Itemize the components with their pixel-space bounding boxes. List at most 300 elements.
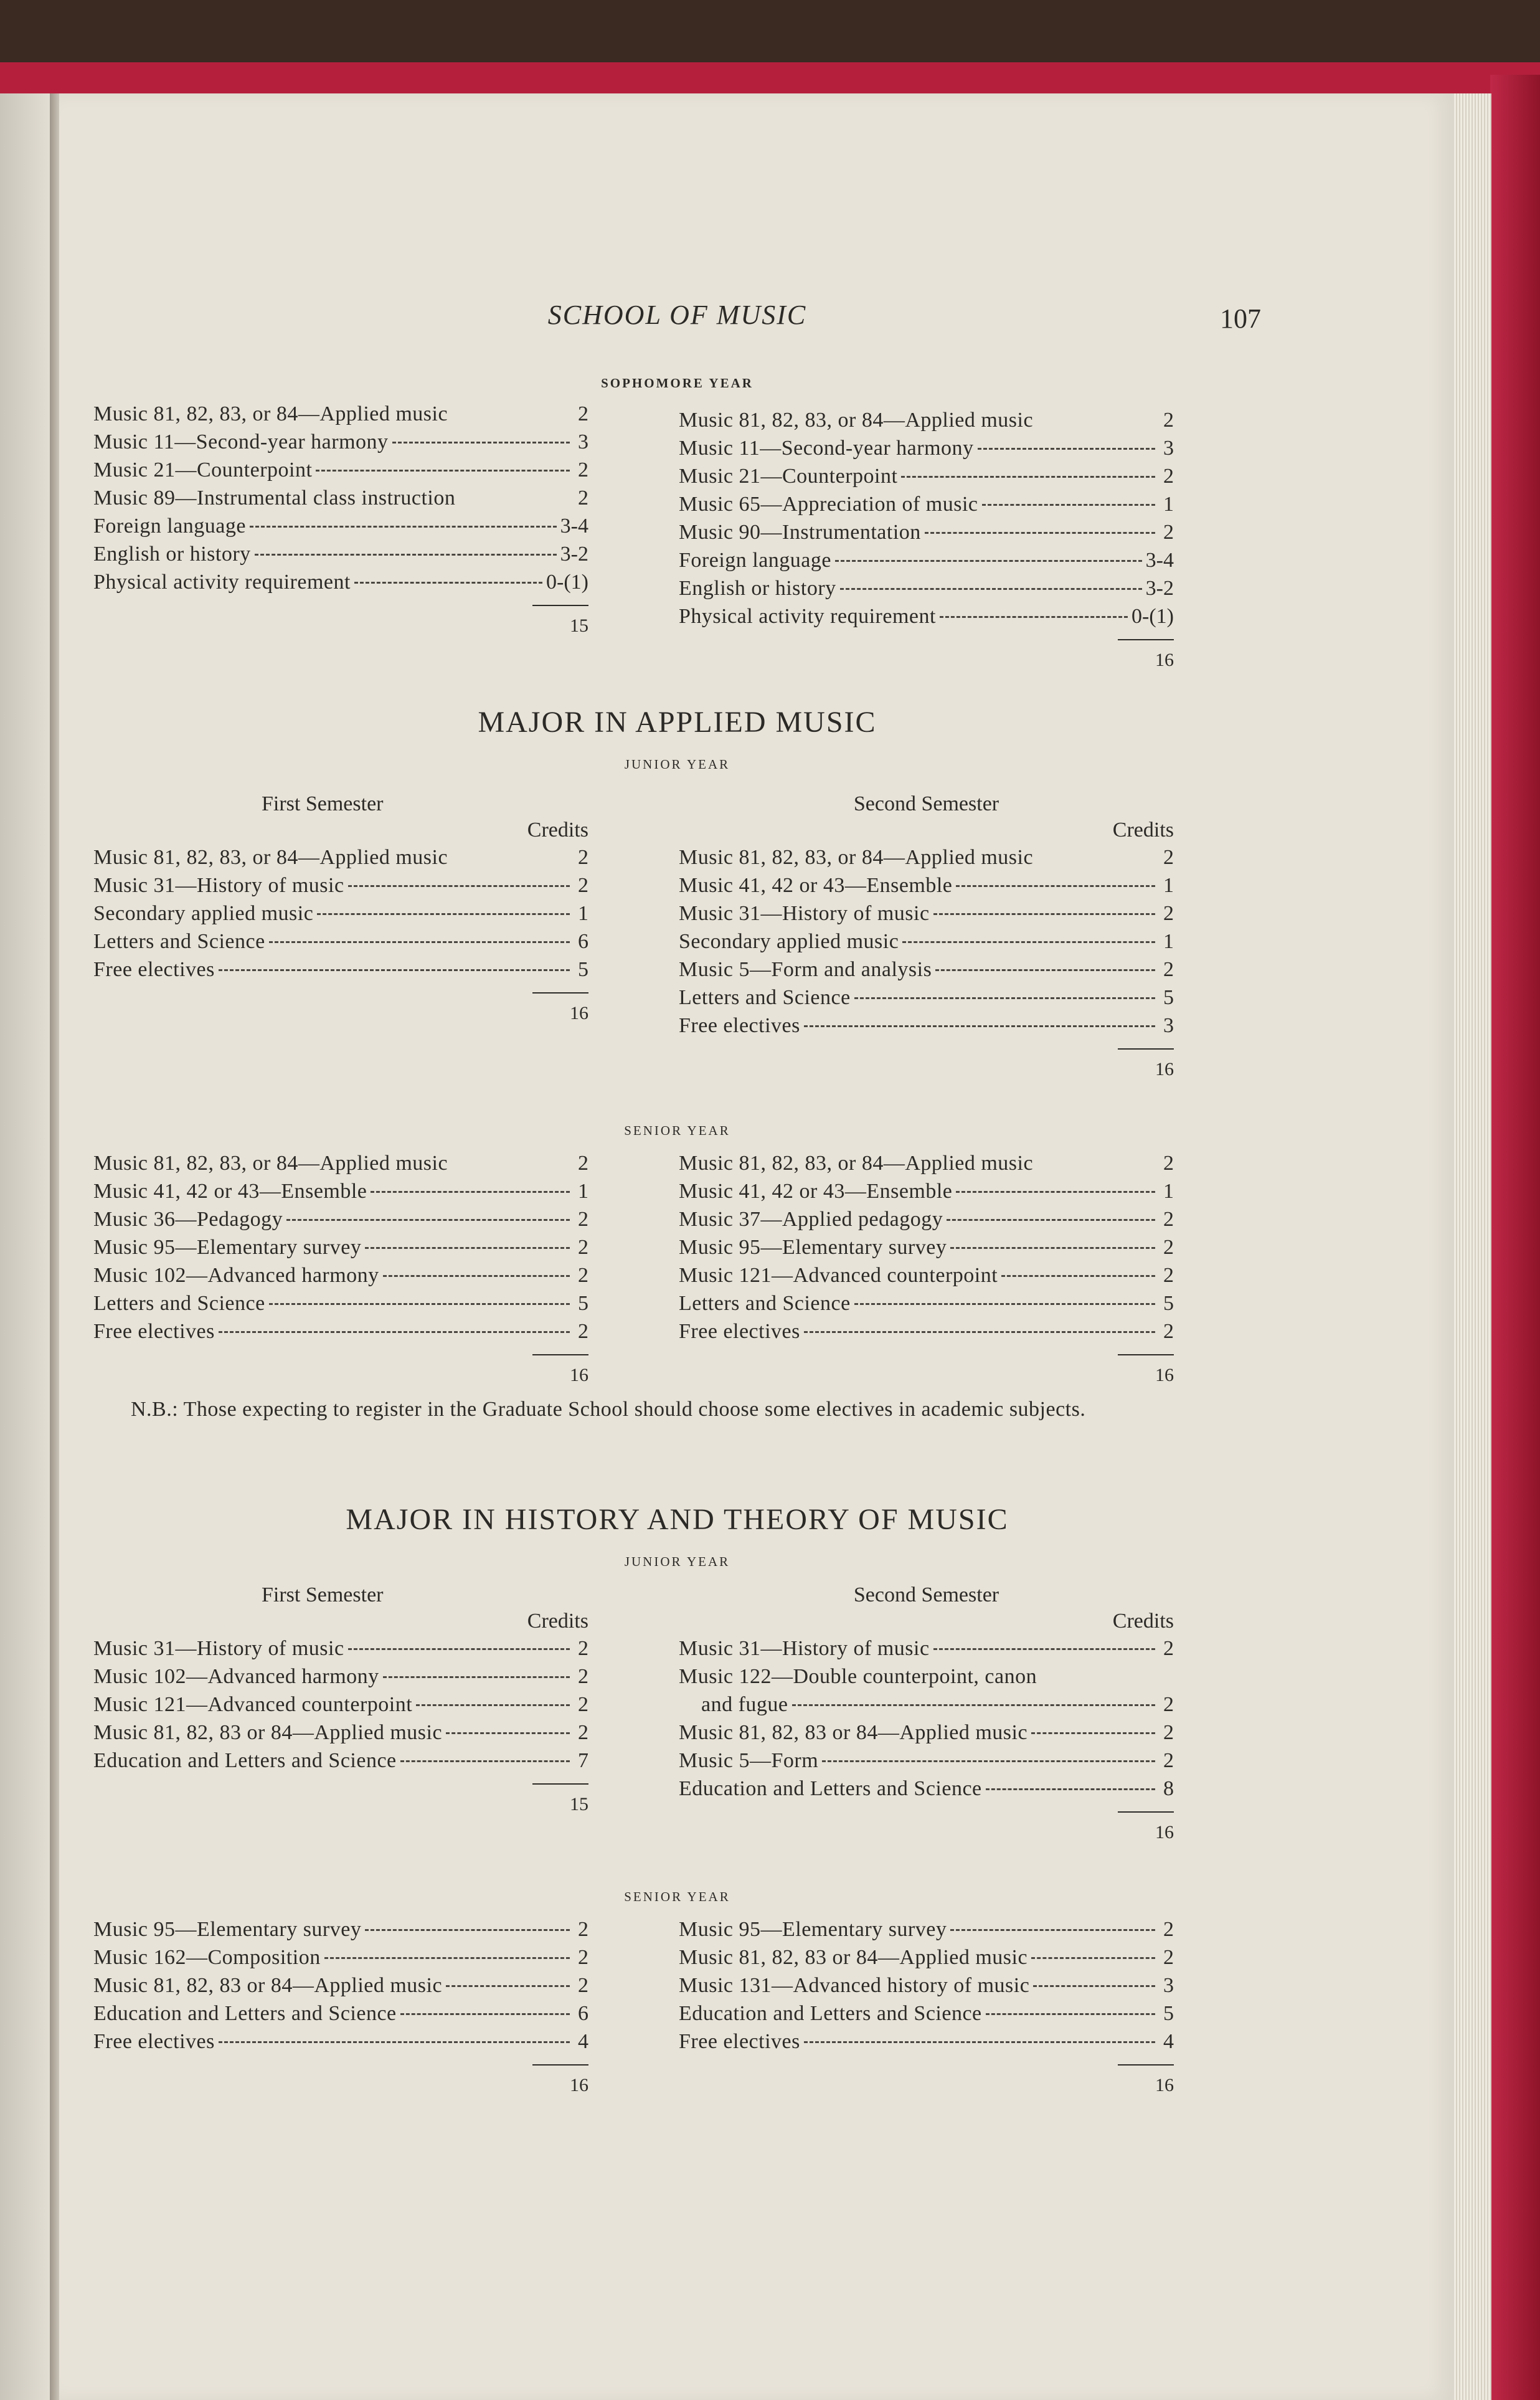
course-name: Education and Letters and Science bbox=[93, 2002, 397, 2025]
course-row bbox=[93, 540, 588, 568]
sophomore-second-semester bbox=[679, 406, 1174, 673]
history-junior-first-semester bbox=[93, 1582, 588, 1817]
course-list bbox=[93, 1634, 588, 1817]
page-number: 107 bbox=[1220, 303, 1261, 334]
course-name: Free electives bbox=[679, 1320, 800, 1343]
applied-junior-first-semester bbox=[93, 791, 588, 1026]
course-name: Music 81, 82, 83, or 84—Applied music bbox=[93, 846, 448, 869]
credits-total: 16 bbox=[1155, 1059, 1174, 1079]
course-row bbox=[93, 1634, 588, 1662]
history-senior-second-semester bbox=[679, 1915, 1174, 2098]
course-credits: 3 bbox=[578, 430, 588, 453]
dot-leader bbox=[348, 885, 570, 887]
course-name: Music 162—Composition bbox=[93, 1946, 321, 1969]
dot-leader bbox=[792, 1704, 1155, 1706]
course-row bbox=[93, 1943, 588, 1971]
course-credits: 3 bbox=[1163, 1014, 1174, 1037]
course-credits: 5 bbox=[578, 1292, 588, 1315]
total-rule bbox=[1118, 1048, 1174, 1050]
course-name: Letters and Science bbox=[679, 986, 851, 1009]
dot-leader bbox=[269, 1303, 570, 1305]
course-credits: 2 bbox=[1163, 1320, 1174, 1343]
course-name: Music 41, 42 or 43—Ensemble bbox=[679, 874, 953, 897]
course-row bbox=[679, 927, 1174, 956]
course-row bbox=[93, 512, 588, 540]
dot-leader bbox=[840, 588, 1142, 590]
course-name: Foreign language bbox=[679, 549, 831, 572]
credits-heading: Credits bbox=[1112, 818, 1174, 842]
course-row bbox=[679, 984, 1174, 1012]
course-name: Music 41, 42 or 43—Ensemble bbox=[93, 1180, 367, 1203]
course-row bbox=[679, 1915, 1174, 1943]
facing-page-edge bbox=[0, 93, 50, 2400]
course-row bbox=[93, 428, 588, 456]
dot-leader bbox=[982, 504, 1155, 506]
dot-leader bbox=[400, 2013, 570, 2015]
dot-leader bbox=[854, 1303, 1155, 1305]
dot-leader bbox=[354, 582, 542, 584]
course-credits: 2 bbox=[1163, 958, 1174, 981]
course-credits: 2 bbox=[578, 1665, 588, 1688]
total-rule bbox=[532, 2064, 588, 2066]
credits-heading: Credits bbox=[527, 1610, 588, 1633]
course-name: Music 21—Counterpoint bbox=[679, 465, 898, 488]
course-credits: 2 bbox=[1163, 902, 1174, 925]
course-credits: 2 bbox=[578, 1208, 588, 1231]
course-row bbox=[93, 899, 588, 927]
course-credits: 2 bbox=[1163, 1693, 1174, 1716]
course-name: Music 36—Pedagogy bbox=[93, 1208, 283, 1231]
semester-heading: First Semester bbox=[262, 792, 384, 815]
course-row bbox=[93, 2028, 588, 2056]
course-credits: 2 bbox=[578, 1693, 588, 1716]
course-name: Music 81, 82, 83 or 84—Applied music bbox=[679, 1721, 1028, 1744]
course-name: Music 122—Double counterpoint, canon bbox=[679, 1665, 1037, 1688]
course-row bbox=[679, 1261, 1174, 1289]
course-name: Music 131—Advanced history of music bbox=[679, 1974, 1030, 1997]
total-rule bbox=[1118, 639, 1174, 640]
dot-leader bbox=[925, 532, 1155, 534]
dot-leader bbox=[854, 997, 1155, 999]
course-name: Music 81, 82, 83 or 84—Applied music bbox=[93, 1721, 443, 1744]
course-name: Free electives bbox=[679, 2030, 800, 2053]
note-text: N.B.: Those expecting to register in the Graduate School should choose some electives in academic subjects. bbox=[131, 1398, 1086, 1421]
dot-leader bbox=[286, 1219, 570, 1221]
dot-leader bbox=[835, 560, 1142, 562]
applied-senior-first-semester bbox=[93, 1149, 588, 1388]
total-rule bbox=[532, 1783, 588, 1785]
course-credits: 2 bbox=[578, 846, 588, 869]
major-title: MAJOR IN HISTORY AND THEORY OF MUSIC bbox=[346, 1503, 1009, 1536]
course-row bbox=[679, 1634, 1174, 1662]
dot-leader bbox=[446, 1732, 570, 1734]
course-credits: 6 bbox=[578, 2002, 588, 2025]
course-name: Music 31—History of music bbox=[679, 1637, 930, 1660]
course-name: Physical activity requirement bbox=[93, 571, 351, 594]
dot-leader bbox=[950, 1247, 1155, 1249]
course-row bbox=[679, 871, 1174, 899]
year-label: JUNIOR YEAR bbox=[624, 757, 730, 772]
dot-leader bbox=[371, 1191, 570, 1193]
dot-leader bbox=[956, 1191, 1155, 1193]
course-credits: 2 bbox=[1163, 1152, 1174, 1175]
course-credits: 2 bbox=[1163, 1721, 1174, 1744]
course-name: Music 81, 82, 83 or 84—Applied music bbox=[93, 1974, 443, 1997]
course-list bbox=[679, 1149, 1174, 1388]
history-header bbox=[93, 1501, 1261, 1576]
applied-senior-label bbox=[93, 1121, 1261, 1140]
course-row bbox=[679, 1149, 1174, 1177]
semester-heading: Second Semester bbox=[853, 792, 999, 815]
course-row bbox=[93, 1662, 588, 1691]
dot-leader bbox=[1001, 1275, 1155, 1277]
course-name: Music 90—Instrumentation bbox=[679, 521, 921, 544]
course-credits: 2 bbox=[578, 1236, 588, 1259]
dot-leader bbox=[950, 1929, 1155, 1931]
course-credits: 2 bbox=[578, 402, 588, 425]
course-name: Letters and Science bbox=[679, 1292, 851, 1315]
course-list bbox=[93, 1149, 588, 1388]
course-row bbox=[93, 400, 588, 428]
dot-leader bbox=[804, 1331, 1155, 1333]
course-name: Music 81, 82, 83, or 84—Applied music bbox=[679, 1152, 1034, 1175]
course-credits: 2 bbox=[1163, 846, 1174, 869]
course-credits: 3-4 bbox=[560, 515, 588, 538]
course-name: Music 102—Advanced harmony bbox=[93, 1264, 379, 1287]
applied-senior-section bbox=[93, 1149, 1261, 1430]
course-name: Secondary applied music bbox=[679, 930, 899, 953]
course-row bbox=[679, 956, 1174, 984]
dot-leader bbox=[400, 1760, 570, 1762]
course-row bbox=[679, 406, 1174, 434]
course-name: Music 11—Second-year harmony bbox=[679, 437, 974, 460]
course-row bbox=[679, 1205, 1174, 1233]
course-row bbox=[679, 1012, 1174, 1040]
course-row bbox=[679, 462, 1174, 490]
course-row bbox=[679, 1747, 1174, 1775]
credits-total: 16 bbox=[570, 1365, 588, 1385]
year-label: SENIOR YEAR bbox=[624, 1123, 730, 1138]
dot-leader bbox=[935, 969, 1155, 971]
course-credits: 2 bbox=[1163, 1946, 1174, 1969]
course-row bbox=[93, 1177, 588, 1205]
course-credits: 1 bbox=[1163, 874, 1174, 897]
course-credits: 8 bbox=[1163, 1777, 1174, 1800]
year-label: SENIOR YEAR bbox=[624, 1889, 730, 1904]
course-credits: 2 bbox=[578, 1637, 588, 1660]
dot-leader bbox=[416, 1704, 570, 1706]
dot-leader bbox=[392, 442, 570, 443]
dot-leader bbox=[804, 1025, 1155, 1027]
course-row bbox=[679, 899, 1174, 927]
total-rule bbox=[1118, 1354, 1174, 1355]
course-row bbox=[93, 1719, 588, 1747]
course-row bbox=[679, 602, 1174, 630]
total-rule bbox=[532, 1354, 588, 1355]
course-name: English or history bbox=[93, 543, 251, 566]
course-row bbox=[93, 1915, 588, 1943]
course-name: and fugue bbox=[701, 1693, 788, 1716]
course-name: Music 5—Form and analysis bbox=[679, 958, 932, 981]
applied-header bbox=[93, 704, 1261, 785]
total-rule bbox=[532, 992, 588, 994]
course-name: Free electives bbox=[93, 958, 215, 981]
course-credits: 5 bbox=[1163, 1292, 1174, 1315]
course-name: Music 5—Form bbox=[679, 1749, 819, 1772]
course-list bbox=[679, 843, 1174, 1082]
dot-leader bbox=[956, 885, 1155, 887]
applied-junior-second-semester bbox=[679, 791, 1174, 1082]
course-row bbox=[93, 1971, 588, 1999]
dot-leader bbox=[940, 616, 1128, 618]
course-name: Free electives bbox=[93, 2030, 215, 2053]
course-name: Music 121—Advanced counterpoint bbox=[679, 1264, 998, 1287]
dot-leader bbox=[901, 476, 1155, 478]
course-list bbox=[679, 1634, 1174, 1845]
course-credits: 5 bbox=[578, 958, 588, 981]
applied-junior-section bbox=[93, 791, 1261, 1115]
course-credits: 2 bbox=[578, 458, 588, 481]
history-senior-section bbox=[93, 1915, 1261, 2177]
course-name: Education and Letters and Science bbox=[93, 1749, 397, 1772]
dot-leader bbox=[1033, 1985, 1155, 1987]
course-name: Education and Letters and Science bbox=[679, 2002, 982, 2025]
course-row bbox=[679, 1691, 1174, 1719]
page-block-edge bbox=[1454, 93, 1491, 2400]
course-row bbox=[679, 843, 1174, 871]
course-credits: 0-(1) bbox=[1131, 605, 1174, 628]
dot-leader bbox=[822, 1760, 1155, 1762]
course-row bbox=[93, 927, 588, 956]
course-credits: 1 bbox=[1163, 1180, 1174, 1203]
course-credits: 3 bbox=[1163, 437, 1174, 460]
course-list bbox=[93, 843, 588, 1026]
course-name: Physical activity requirement bbox=[679, 605, 936, 628]
course-row bbox=[93, 1747, 588, 1775]
dot-leader bbox=[933, 1648, 1155, 1650]
course-name: Foreign language bbox=[93, 515, 246, 538]
dot-leader bbox=[804, 2041, 1155, 2043]
credits-total: 16 bbox=[1155, 2075, 1174, 2095]
dot-leader bbox=[1031, 1957, 1155, 1959]
course-row bbox=[679, 1233, 1174, 1261]
dot-leader bbox=[383, 1275, 570, 1277]
course-list bbox=[679, 406, 1174, 673]
dot-leader bbox=[269, 941, 570, 943]
course-row bbox=[93, 456, 588, 484]
course-credits: 2 bbox=[578, 1152, 588, 1175]
course-credits: 2 bbox=[578, 1918, 588, 1941]
course-name: Secondary applied music bbox=[93, 902, 314, 925]
history-senior-label bbox=[93, 1887, 1261, 1906]
course-row bbox=[93, 956, 588, 984]
course-credits: 2 bbox=[1163, 1236, 1174, 1259]
course-name: Music 81, 82, 83, or 84—Applied music bbox=[679, 846, 1034, 869]
sophomore-first-semester bbox=[93, 400, 588, 638]
course-row bbox=[679, 1317, 1174, 1345]
course-row bbox=[679, 1943, 1174, 1971]
course-name: Music 95—Elementary survey bbox=[93, 1236, 362, 1259]
course-credits: 4 bbox=[1163, 2030, 1174, 2053]
course-row bbox=[93, 1149, 588, 1177]
course-row bbox=[679, 574, 1174, 602]
course-credits: 4 bbox=[578, 2030, 588, 2053]
course-row bbox=[93, 871, 588, 899]
credits-total: 16 bbox=[1155, 1822, 1174, 1843]
book-spine-edge bbox=[1490, 75, 1540, 2400]
credits-total: 16 bbox=[570, 2075, 588, 2095]
course-row bbox=[679, 1289, 1174, 1317]
total-rule bbox=[532, 605, 588, 606]
course-name: Music 81, 82, 83, or 84—Applied music bbox=[93, 1152, 448, 1175]
course-row bbox=[679, 1999, 1174, 2028]
course-name: Music 121—Advanced counterpoint bbox=[93, 1693, 413, 1716]
dot-leader bbox=[986, 1788, 1155, 1790]
dot-leader bbox=[383, 1676, 570, 1678]
dot-leader bbox=[317, 913, 570, 915]
running-title: SCHOOL OF MUSIC bbox=[547, 300, 807, 330]
course-row bbox=[679, 1719, 1174, 1747]
course-credits: 1 bbox=[578, 902, 588, 925]
course-credits: 2 bbox=[578, 486, 588, 510]
course-credits: 3-2 bbox=[1145, 577, 1174, 600]
course-list bbox=[93, 400, 588, 638]
course-row bbox=[679, 546, 1174, 574]
running-head bbox=[93, 299, 1261, 336]
dot-leader bbox=[365, 1929, 570, 1931]
credits-heading: Credits bbox=[527, 818, 588, 842]
total-rule bbox=[1118, 2064, 1174, 2066]
course-name: Education and Letters and Science bbox=[679, 1777, 982, 1800]
semester-heading: Second Semester bbox=[853, 1583, 999, 1606]
applied-senior-second-semester bbox=[679, 1149, 1174, 1388]
course-name: Letters and Science bbox=[93, 930, 265, 953]
history-junior-section bbox=[93, 1582, 1261, 1887]
course-row bbox=[93, 1317, 588, 1345]
course-credits: 2 bbox=[578, 1946, 588, 1969]
credits-total: 16 bbox=[1155, 650, 1174, 670]
course-name: Music 95—Elementary survey bbox=[679, 1918, 947, 1941]
course-name: Music 31—History of music bbox=[93, 1637, 344, 1660]
course-list bbox=[679, 1915, 1174, 2098]
course-name: Music 41, 42 or 43—Ensemble bbox=[679, 1180, 953, 1203]
course-row bbox=[679, 1971, 1174, 1999]
course-name: Letters and Science bbox=[93, 1292, 265, 1315]
course-name: Music 81, 82, 83, or 84—Applied music bbox=[93, 402, 448, 425]
course-credits: 3-2 bbox=[560, 543, 588, 566]
dot-leader bbox=[255, 554, 557, 556]
course-name: Music 81, 82, 83 or 84—Applied music bbox=[679, 1946, 1028, 1969]
course-credits: 2 bbox=[578, 1974, 588, 1997]
course-credits: 3-4 bbox=[1145, 549, 1174, 572]
course-list bbox=[93, 1915, 588, 2098]
course-name: Free electives bbox=[679, 1014, 800, 1037]
course-name: Free electives bbox=[93, 1320, 215, 1343]
course-row bbox=[93, 843, 588, 871]
course-credits: 2 bbox=[1163, 465, 1174, 488]
course-row bbox=[93, 1691, 588, 1719]
year-label: SOPHOMORE YEAR bbox=[601, 376, 753, 391]
dot-leader bbox=[348, 1648, 570, 1650]
course-name: English or history bbox=[679, 577, 836, 600]
history-senior-first-semester bbox=[93, 1915, 588, 2098]
dot-leader bbox=[947, 1219, 1155, 1221]
course-credits: 2 bbox=[1163, 1918, 1174, 1941]
course-name: Music 89—Instrumental class instruction bbox=[93, 486, 456, 510]
dot-leader bbox=[933, 913, 1155, 915]
course-name: Music 102—Advanced harmony bbox=[93, 1665, 379, 1688]
credits-total: 15 bbox=[570, 615, 588, 636]
course-credits: 2 bbox=[578, 1264, 588, 1287]
course-name: Music 31—History of music bbox=[93, 874, 344, 897]
course-name: Music 95—Elementary survey bbox=[93, 1918, 362, 1941]
course-row bbox=[679, 434, 1174, 462]
semester-heading: First Semester bbox=[262, 1583, 384, 1606]
course-credits: 2 bbox=[1163, 1749, 1174, 1772]
dot-leader bbox=[902, 941, 1155, 943]
course-credits: 2 bbox=[1163, 521, 1174, 544]
course-credits: 1 bbox=[1163, 930, 1174, 953]
major-title: MAJOR IN APPLIED MUSIC bbox=[478, 706, 877, 739]
course-row bbox=[679, 1775, 1174, 1803]
course-row bbox=[679, 2028, 1174, 2056]
course-row bbox=[679, 490, 1174, 518]
dot-leader bbox=[446, 1985, 570, 1987]
course-credits: 2 bbox=[578, 874, 588, 897]
course-name: Music 65—Appreciation of music bbox=[679, 493, 978, 516]
dot-leader bbox=[219, 1331, 570, 1333]
year-label: JUNIOR YEAR bbox=[624, 1554, 730, 1569]
dot-leader bbox=[1031, 1732, 1155, 1734]
course-row bbox=[93, 568, 588, 596]
course-row bbox=[93, 484, 588, 512]
course-row bbox=[679, 1662, 1174, 1691]
sophomore-section bbox=[93, 374, 1261, 670]
credits-total: 16 bbox=[1155, 1365, 1174, 1385]
course-credits: 2 bbox=[1163, 1208, 1174, 1231]
course-name: Music 81, 82, 83, or 84—Applied music bbox=[679, 409, 1034, 432]
course-name: Music 31—History of music bbox=[679, 902, 930, 925]
course-credits: 1 bbox=[578, 1180, 588, 1203]
course-credits: 2 bbox=[1163, 1264, 1174, 1287]
dot-leader bbox=[324, 1957, 570, 1959]
dot-leader bbox=[250, 526, 557, 528]
course-credits: 2 bbox=[578, 1721, 588, 1744]
course-credits: 2 bbox=[1163, 409, 1174, 432]
course-name: Music 37—Applied pedagogy bbox=[679, 1208, 943, 1231]
course-row bbox=[93, 1261, 588, 1289]
course-credits: 2 bbox=[578, 1320, 588, 1343]
course-credits: 7 bbox=[578, 1749, 588, 1772]
dot-leader bbox=[986, 2013, 1155, 2015]
course-credits: 5 bbox=[1163, 986, 1174, 1009]
course-credits: 6 bbox=[578, 930, 588, 953]
course-credits: 0-(1) bbox=[546, 571, 588, 594]
credits-total: 16 bbox=[570, 1003, 588, 1023]
dot-leader bbox=[316, 470, 570, 472]
course-credits: 1 bbox=[1163, 493, 1174, 516]
course-row bbox=[679, 518, 1174, 546]
course-name: Music 11—Second-year harmony bbox=[93, 430, 389, 453]
total-rule bbox=[1118, 1811, 1174, 1813]
graduate-note bbox=[93, 1395, 1261, 1458]
dot-leader bbox=[365, 1247, 570, 1249]
dot-leader bbox=[978, 448, 1155, 450]
credits-total: 15 bbox=[570, 1794, 588, 1814]
course-row bbox=[93, 1289, 588, 1317]
credits-heading: Credits bbox=[1112, 1610, 1174, 1633]
course-credits: 2 bbox=[1163, 1637, 1174, 1660]
